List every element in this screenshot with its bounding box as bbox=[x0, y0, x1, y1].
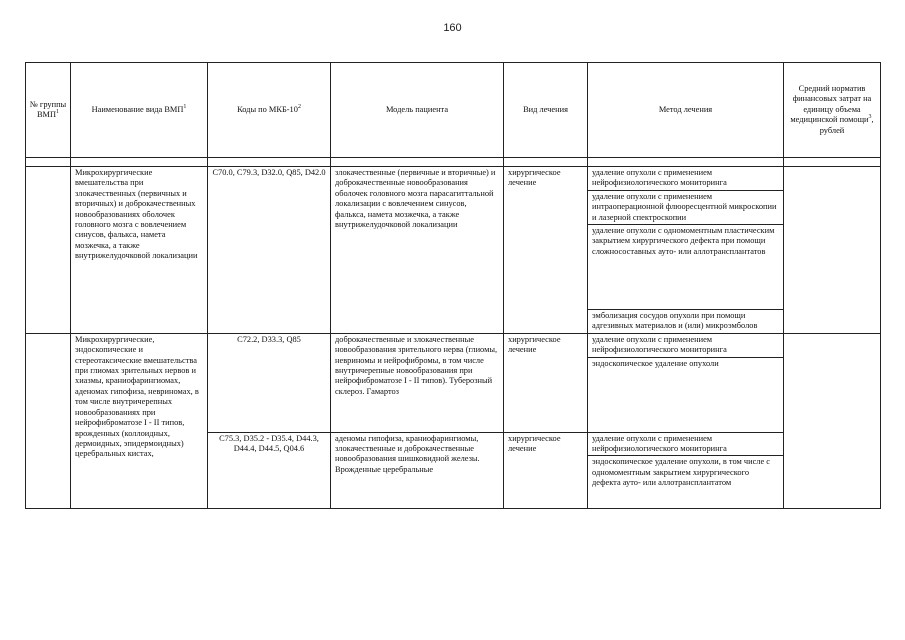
treatment-method-cell: удаление опухоли с применением нейрофизиологического мониторинга bbox=[588, 432, 784, 456]
treatment-type-cell: хирургическое лечение bbox=[504, 167, 588, 334]
treatment-method-cell: эмболизация сосудов опухоли при помощи адгезивных материалов и (или) микроэмболов bbox=[588, 310, 784, 334]
header-group-no: № группы ВМП$^1$ bbox=[26, 63, 71, 158]
icd-codes-cell: C70.0, C79.3, D32.0, Q85, D42.0 bbox=[208, 167, 331, 334]
spacer-cell bbox=[504, 158, 588, 167]
spacer-cell bbox=[71, 158, 208, 167]
header-treatment-method: Метод лечения bbox=[588, 63, 784, 158]
vmp-name-cell: Микрохирургические, эндоскопические и стереотаксические вмешательства при глиомах зрительных нервов и хиазмы, краниофарингиомах, аденомах гипофиза, невриномах, в том числе внутричерепных новообразованиях при нейрофиброматозе I - II типов, врожденных (коллоидных, дермоидных, эпидермоидных) церебральных кистах, bbox=[71, 333, 208, 509]
patient-model-cell: злокачественные (первичные и вторичные) и доброкачественные новообразования оболочек головного мозга парасагиттальной локализации с вовлечением синусов, фалькса, намета мозжечка, а также внутрижелудочковой локализации bbox=[331, 167, 504, 334]
group-no-cell bbox=[26, 167, 71, 334]
spacer-cell bbox=[331, 158, 504, 167]
vmp-table bbox=[25, 62, 881, 509]
patient-model-cell: аденомы гипофиза, краниофарингиомы, злокачественные и доброкачественные новообразования шишковидной железы. Врожденные церебральные bbox=[331, 432, 504, 509]
spacer-cell bbox=[26, 158, 71, 167]
spacer-cell bbox=[588, 158, 784, 167]
header-avg-cost: Средний норматив финансовых затрат на единицу объема медицинской помощи$^3$, рублей bbox=[784, 63, 881, 158]
vmp-name-cell: Микрохирургические вмешательства при злокачественных (первичных и вторичных) и доброкачественных новообразованиях оболочек головного мозга с вовлечением синусов, фалькса, намета мозжечка, а также внутрижелудочковой локализации bbox=[71, 167, 208, 334]
header-vmp-name: Наименование вида ВМП$^1$ bbox=[71, 63, 208, 158]
page-number: 160 bbox=[443, 22, 462, 34]
group-no-cell bbox=[26, 333, 71, 509]
header-treatment-type: Вид лечения bbox=[504, 63, 588, 158]
treatment-method-cell: удаление опухоли с применением нейрофизиологического мониторинга bbox=[588, 333, 784, 357]
treatment-method-cell: эндоскопическое удаление опухоли, в том числе с одномоментным закрытием хирургического дефекта ауто- или аллотрансплантатом bbox=[588, 456, 784, 509]
treatment-method-cell: удаление опухоли с применением интраоперационной флюоресцентной микроскопии и лазерной спектроскопии bbox=[588, 190, 784, 224]
treatment-type-cell: хирургическое лечение bbox=[504, 333, 588, 432]
icd-codes-cell: C75.3, D35.2 - D35.4, D44.3, D44.4, D44.5, Q04.6 bbox=[208, 432, 331, 509]
treatment-type-cell: хирургическое лечение bbox=[504, 432, 588, 509]
avg-cost-cell bbox=[784, 333, 881, 509]
spacer-cell bbox=[784, 158, 881, 167]
spacer-row bbox=[26, 158, 881, 167]
avg-cost-cell bbox=[784, 167, 881, 334]
table-row bbox=[26, 167, 881, 191]
treatment-method-cell: эндоскопическое удаление опухоли bbox=[588, 357, 784, 432]
treatment-method-cell: удаление опухоли с применением нейрофизиологического мониторинга bbox=[588, 167, 784, 191]
patient-model-cell: доброкачественные и злокачественные новообразования зрительного нерва (глиомы, невриномы и нейрофибромы, в том числе внутричерепные новообразования при нейрофиброматозе I - II типов). Туберозный склероз. Гамартоз bbox=[331, 333, 504, 432]
table-row bbox=[26, 333, 881, 357]
treatment-method-cell: удаление опухоли с одномоментным пластическим закрытием хирургического дефекта при помощи сложносоставных ауто- или аллотрансплантатов bbox=[588, 225, 784, 310]
header-icd-codes: Коды по МКБ-$10^2$ bbox=[208, 63, 331, 158]
spacer-cell bbox=[208, 158, 331, 167]
icd-codes-cell: C72.2, D33.3, Q85 bbox=[208, 333, 331, 432]
header-patient-model: Модель пациента bbox=[331, 63, 504, 158]
header-row bbox=[26, 63, 881, 158]
